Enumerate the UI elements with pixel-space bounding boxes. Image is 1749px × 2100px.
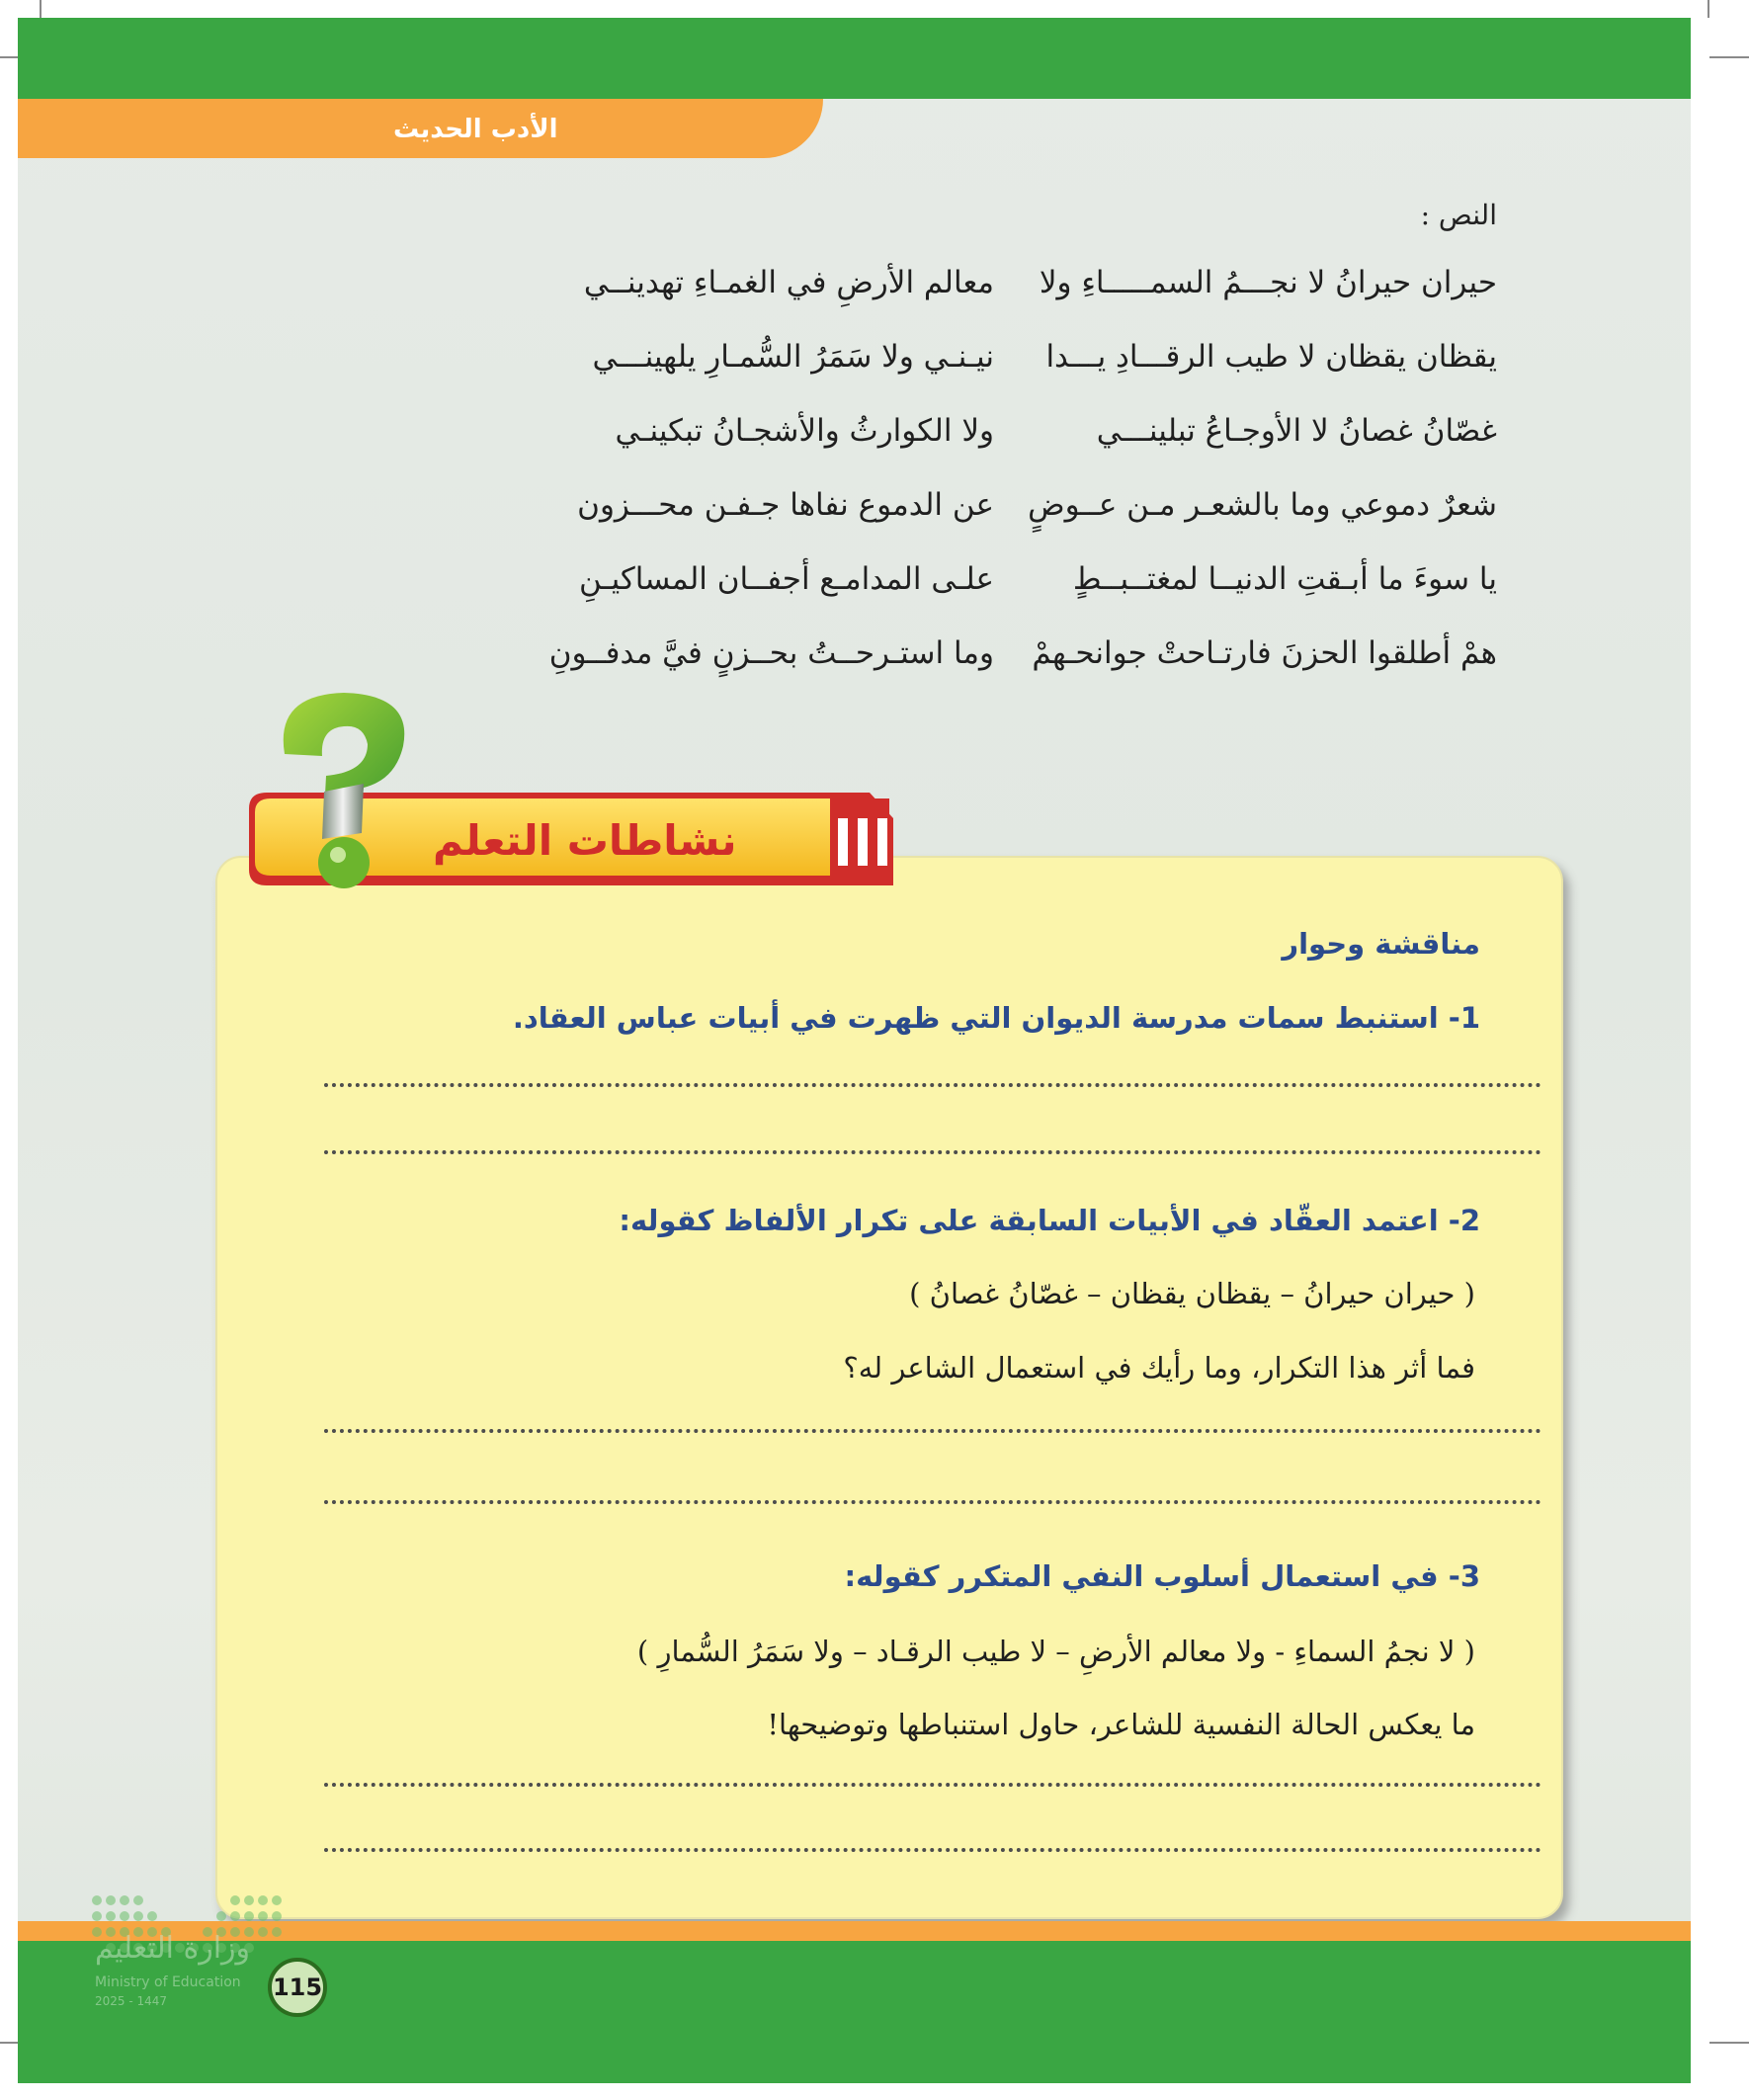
question-3: 3- في استعمال أسلوب النفي المتكرر كقوله: [844,1559,1480,1593]
verse-second-hemistich: معالم الأرضِ في الغمـاءِ تهدينــي [583,265,994,300]
question-2-quote: ( حيران حيرانُ – يقظان يقظان – غصّانُ غصانُ ) [909,1277,1475,1310]
page-number: 115 [268,1958,327,2017]
activities-banner-title: نشاطات التعلم [433,816,737,865]
verse-row [18,487,1691,546]
answer-line [324,1500,1541,1504]
discussion-heading: مناقشة وحوار [1282,927,1480,961]
verse-second-hemistich: علـى المدامـع أجفــان المساكيـنِ [579,561,994,597]
crop-mark [1707,0,1709,18]
verse-first-hemistich: همْ أطلقوا الحزنَ فارتـاحتْ جوانحـهمْ [1032,635,1497,671]
question-2: 2- اعتمد العقّاد في الأبيات السابقة على تكرار الألفاظ كقوله: [619,1204,1480,1237]
crop-mark [40,0,42,18]
ministry-logo-years: 2025 - 1447 [95,1994,168,2008]
textbook-page [18,18,1691,2083]
question-3-followup: ما يعكس الحالة النفسية للشاعر، حاول استنباطها وتوضيحها! [767,1708,1475,1741]
answer-line [324,1783,1541,1787]
question-2-followup: فما أثر هذا التكرار، وما رأيك في استعمال الشاعر له؟ [843,1351,1475,1385]
verse-row [18,339,1691,398]
verse-first-hemistich: حيران حيرانُ لا نجـــمُ السمـــــاءِ ولا [1039,265,1497,300]
question-1: 1- استنبط سمات مدرسة الديوان التي ظهرت في أبيات عباس العقاد. [512,1001,1480,1035]
answer-line [324,1848,1541,1852]
top-green-band [18,18,1691,99]
question-3-quote: ( لا نجمُ السماءِ - ولا معالم الأرضِ – لا طيب الرقـاد – ولا سَمَرُ السُّمارِ ) [636,1635,1475,1668]
answer-line [324,1150,1541,1154]
verse-second-hemistich: نيـنـي ولا سَمَرُ السُّمـارِ يلهينـــي [592,339,994,375]
answer-line [324,1083,1541,1087]
crop-mark [1709,2042,1749,2044]
verse-first-hemistich: غصّانُ غصانُ لا الأوجـاعُ تبلينـــي [1096,413,1497,449]
verse-first-hemistich: يقظان يقظان لا طيب الرقـــادِ يـــدا [1045,339,1497,375]
ministry-logo-english: Ministry of Education [95,1974,241,1990]
verse-first-hemistich: شعرٌ دموعي وما بالشعـر مـن عــوضٍ [1028,487,1497,523]
poem-label: النص : [1420,199,1497,231]
crop-mark [1709,56,1749,58]
verse-second-hemistich: عن الدموع نفاها جـفـن محـــزون [577,487,994,523]
section-title: الأدب الحديث [393,115,558,144]
verse-row [18,413,1691,472]
verse-second-hemistich: ولا الكوارثُ والأشجـانُ تبكينـي [615,413,994,449]
verse-row [18,561,1691,621]
ministry-logo-arabic: وزارة التعليم [95,1931,251,1966]
verse-row [18,265,1691,324]
answer-line [324,1429,1541,1433]
question-mark-icon [265,685,423,892]
verse-second-hemistich: وما استـرحــتُ بحــزنٍ فيَّ مدفــونِ [548,635,994,671]
verse-first-hemistich: يا سوءَ ما أبـقتِ الدنيــا لمغتــبــطٍ [1072,561,1497,597]
